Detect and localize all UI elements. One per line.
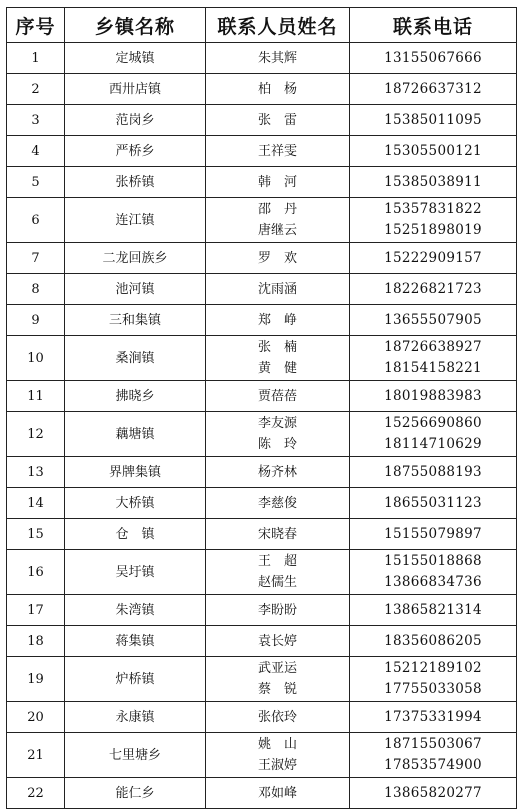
row-index: 15	[7, 519, 65, 550]
row-index: 6	[7, 198, 65, 243]
phone-cell	[350, 488, 517, 519]
contact-name: 张 雷	[257, 112, 297, 128]
row-index: 12	[7, 412, 65, 457]
town-name: 三和集镇	[65, 305, 206, 336]
contact-names-cell	[206, 733, 350, 778]
contact-names-cell	[206, 105, 350, 136]
town-name: 范岗乡	[65, 105, 206, 136]
phone-number: 15155018868	[384, 553, 482, 569]
phone-number: 13655507905	[384, 311, 482, 328]
phone-number: 15212189102	[384, 660, 482, 676]
contact-names-cell	[206, 198, 350, 243]
phone-number: 18715503067	[384, 736, 482, 752]
contact-names-cell	[206, 457, 350, 488]
table-row	[7, 105, 517, 136]
contact-name: 王祥雯	[257, 143, 297, 159]
row-index: 9	[7, 305, 65, 336]
phone-number: 18726637312	[384, 80, 482, 97]
contact-name: 郑 峥	[257, 312, 297, 328]
row-index: 13	[7, 457, 65, 488]
town-name: 能仁乡	[65, 778, 206, 809]
row-index: 18	[7, 626, 65, 657]
phone-cell	[350, 243, 517, 274]
phone-number: 15305500121	[384, 142, 482, 159]
phone-number: 17755033058	[384, 681, 482, 697]
contact-names-cell	[206, 702, 350, 733]
contact-names-cell	[206, 657, 350, 702]
phone-cell	[350, 519, 517, 550]
phone-number: 18114710629	[384, 436, 482, 452]
contact-name: 邓如峰	[257, 785, 297, 801]
contact-name: 王 超	[257, 554, 297, 569]
table-row	[7, 550, 517, 595]
phone-cell	[350, 305, 517, 336]
contact-names-cell	[206, 778, 350, 809]
phone-cell	[350, 733, 517, 778]
table-row	[7, 167, 517, 198]
contact-names-cell	[206, 626, 350, 657]
contact-name: 姚 山	[257, 737, 297, 752]
phone-cell	[350, 778, 517, 809]
table-row	[7, 733, 517, 778]
contact-name: 李盼盼	[257, 602, 297, 618]
table-row	[7, 136, 517, 167]
phone-cell	[350, 336, 517, 381]
contact-names-cell	[206, 274, 350, 305]
contact-names-cell	[206, 243, 350, 274]
row-index: 8	[7, 274, 65, 305]
row-index: 10	[7, 336, 65, 381]
phone-cell	[350, 657, 517, 702]
phone-cell	[350, 381, 517, 412]
contact-name: 王淑婷	[257, 758, 297, 773]
contact-name: 宋晓春	[257, 526, 297, 542]
town-name: 藕塘镇	[65, 412, 206, 457]
phone-number: 13866834736	[384, 574, 482, 590]
town-name: 拂晓乡	[65, 381, 206, 412]
table-row	[7, 626, 517, 657]
contact-name: 黄 健	[257, 361, 297, 376]
contact-names-cell	[206, 550, 350, 595]
phone-number: 18755088193	[384, 463, 482, 480]
contact-names-cell	[206, 381, 350, 412]
contact-name: 贾蓓蓓	[257, 388, 297, 404]
contact-name: 李友源	[257, 416, 297, 431]
row-index: 20	[7, 702, 65, 733]
header-contact-name: 联系人员姓名	[206, 8, 350, 43]
town-name: 二龙回族乡	[65, 243, 206, 274]
phone-cell	[350, 550, 517, 595]
row-index: 22	[7, 778, 65, 809]
table-row	[7, 595, 517, 626]
header-town: 乡镇名称	[65, 8, 206, 43]
contact-names-cell	[206, 74, 350, 105]
phone-cell	[350, 626, 517, 657]
row-index: 19	[7, 657, 65, 702]
phone-cell	[350, 74, 517, 105]
phone-number: 18019883983	[384, 387, 482, 404]
contact-name: 张依玲	[257, 709, 297, 725]
row-index: 2	[7, 74, 65, 105]
contact-names-cell	[206, 519, 350, 550]
phone-cell	[350, 412, 517, 457]
table-row	[7, 457, 517, 488]
contact-name: 赵儒生	[257, 575, 297, 590]
contact-names-cell	[206, 167, 350, 198]
phone-number: 15155079897	[384, 525, 482, 542]
table-row	[7, 198, 517, 243]
contact-name: 邵 丹	[257, 202, 297, 217]
contact-names-cell	[206, 336, 350, 381]
town-name: 连江镇	[65, 198, 206, 243]
phone-number: 15385011095	[384, 111, 482, 128]
contact-name: 罗 欢	[257, 250, 297, 266]
row-index: 11	[7, 381, 65, 412]
town-name: 桑涧镇	[65, 336, 206, 381]
phone-cell	[350, 702, 517, 733]
contact-name: 张 楠	[257, 340, 297, 355]
row-index: 3	[7, 105, 65, 136]
contact-name: 武亚运	[257, 661, 297, 676]
town-name: 界牌集镇	[65, 457, 206, 488]
contact-table	[6, 7, 517, 809]
contact-names-cell	[206, 136, 350, 167]
table-row	[7, 305, 517, 336]
row-index: 21	[7, 733, 65, 778]
table-row	[7, 778, 517, 809]
town-name: 大桥镇	[65, 488, 206, 519]
table-header-row	[7, 8, 517, 43]
phone-number: 18726638927	[384, 339, 482, 355]
phone-number: 13865820277	[384, 784, 482, 801]
contact-name: 李慈俊	[257, 495, 297, 511]
phone-cell	[350, 105, 517, 136]
town-name: 西卅店镇	[65, 74, 206, 105]
table-row	[7, 412, 517, 457]
phone-number: 18655031123	[384, 494, 482, 511]
phone-cell	[350, 457, 517, 488]
header-phone: 联系电话	[350, 8, 517, 43]
contact-names-cell	[206, 595, 350, 626]
contact-names-cell	[206, 488, 350, 519]
phone-number: 15251898019	[384, 222, 482, 238]
phone-cell	[350, 43, 517, 74]
phone-number: 15256690860	[384, 415, 482, 431]
contact-name: 杨齐林	[257, 464, 297, 480]
phone-number: 17853574900	[384, 757, 482, 773]
row-index: 4	[7, 136, 65, 167]
phone-cell	[350, 136, 517, 167]
town-name: 蒋集镇	[65, 626, 206, 657]
contact-name: 沈雨涵	[257, 281, 297, 297]
row-index: 17	[7, 595, 65, 626]
table-row	[7, 488, 517, 519]
header-index: 序号	[7, 8, 65, 43]
phone-number: 15385038911	[384, 173, 482, 190]
row-index: 14	[7, 488, 65, 519]
contact-name: 柏 杨	[257, 81, 297, 97]
town-name: 定城镇	[65, 43, 206, 74]
phone-number: 13865821314	[384, 601, 482, 618]
table-row	[7, 381, 517, 412]
table-row	[7, 519, 517, 550]
contact-names-cell	[206, 305, 350, 336]
town-name: 永康镇	[65, 702, 206, 733]
phone-cell	[350, 167, 517, 198]
town-name: 池河镇	[65, 274, 206, 305]
row-index: 16	[7, 550, 65, 595]
town-name: 严桥乡	[65, 136, 206, 167]
contact-name: 朱其辉	[257, 50, 297, 66]
row-index: 7	[7, 243, 65, 274]
contact-name: 韩 河	[257, 174, 297, 190]
town-name: 朱湾镇	[65, 595, 206, 626]
contact-names-cell	[206, 43, 350, 74]
contact-name: 蔡 锐	[257, 682, 297, 697]
table-row	[7, 657, 517, 702]
row-index: 5	[7, 167, 65, 198]
town-name: 炉桥镇	[65, 657, 206, 702]
contact-names-cell	[206, 412, 350, 457]
table-row	[7, 702, 517, 733]
town-name: 仓 镇	[65, 519, 206, 550]
table-body	[7, 43, 517, 809]
town-name: 七里塘乡	[65, 733, 206, 778]
phone-number: 17375331994	[384, 708, 482, 725]
phone-cell	[350, 274, 517, 305]
phone-number: 18154158221	[384, 360, 482, 376]
table-row	[7, 274, 517, 305]
row-index: 1	[7, 43, 65, 74]
table-row	[7, 243, 517, 274]
phone-number: 15222909157	[384, 249, 482, 266]
phone-cell	[350, 595, 517, 626]
town-name: 张桥镇	[65, 167, 206, 198]
contact-name: 陈 玲	[257, 437, 297, 452]
phone-number: 15357831822	[384, 201, 482, 217]
phone-cell	[350, 198, 517, 243]
contact-name: 唐继云	[257, 223, 297, 238]
town-name: 吴圩镇	[65, 550, 206, 595]
phone-number: 18226821723	[384, 280, 482, 297]
table-row	[7, 74, 517, 105]
table-row	[7, 336, 517, 381]
phone-number: 18356086205	[384, 632, 482, 649]
table-row	[7, 43, 517, 74]
contact-name: 袁长婷	[257, 633, 297, 649]
phone-number: 13155067666	[384, 49, 482, 66]
